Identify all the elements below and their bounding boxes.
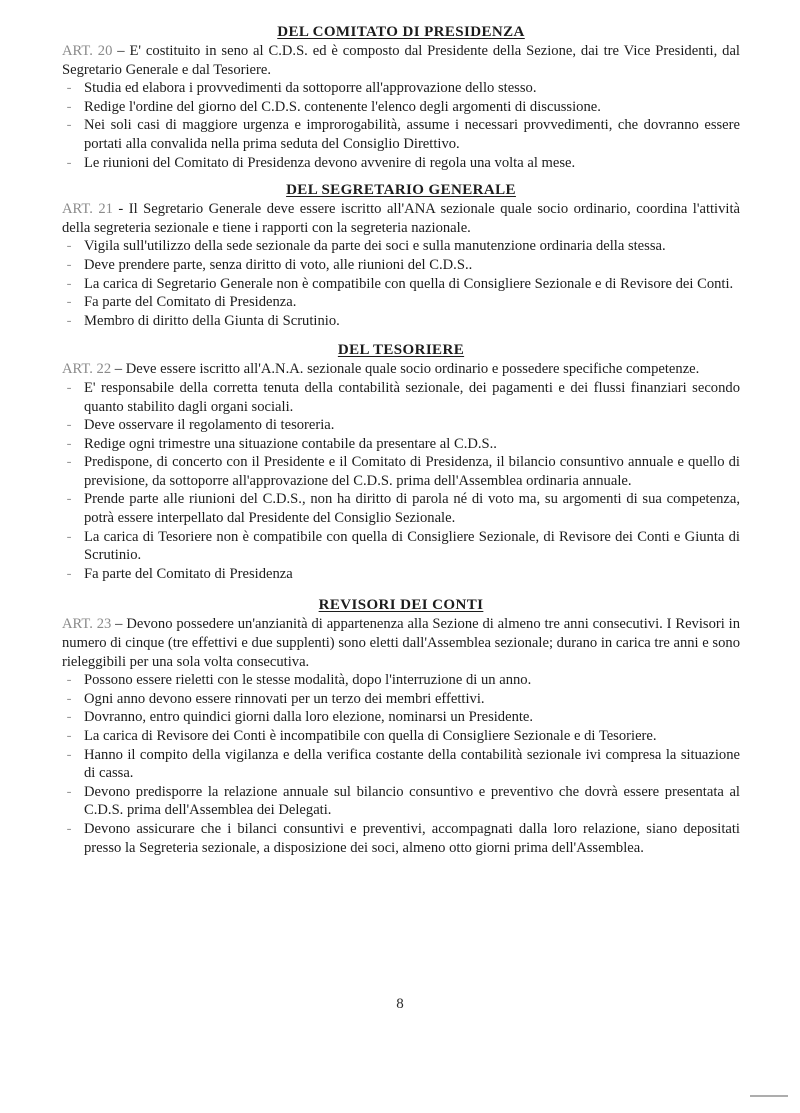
list-item: - Deve osservare il regolamento di tesoreria. — [62, 416, 740, 435]
list-item: - La carica di Revisore dei Conti è incompatibile con quella di Consigliere Sezionale e di Tesoriere. — [62, 727, 740, 746]
bullet-icon: - — [66, 98, 72, 115]
bullet-icon: - — [66, 117, 72, 134]
bullet-icon: - — [66, 154, 72, 171]
article-23-label: ART. 23 — [62, 616, 112, 633]
bullet-icon: - — [66, 709, 72, 726]
bullet-icon: - — [66, 783, 72, 800]
list-item: - Predispone, di concerto con il Presidente e il Comitato di Presidenza, il bilancio consuntivo annuale e quello di previsione, da sottoporre all'approvazione del C.D.S. prima dell'Assemblea ordinaria annuale. — [62, 453, 740, 490]
section-title-revisori-conti: REVISORI DEI CONTI — [318, 597, 484, 614]
section-title-segretario-generale: DEL SEGRETARIO GENERALE — [286, 182, 516, 199]
bullet-icon: - — [66, 528, 72, 545]
bullet-icon: - — [66, 275, 72, 292]
bullet-icon: - — [66, 238, 72, 255]
bullet-icon: - — [66, 565, 72, 582]
bullet-icon: - — [66, 294, 72, 311]
article-21-list — [62, 237, 740, 330]
article-22-text — [62, 360, 740, 379]
article-20-intro: – E' costituito in seno al C.D.S. ed è composto dal Presidente della Sezione, dai tre Vice Presidenti, dal Segretario Generale e dal Tesoriere. — [62, 43, 740, 78]
page-number: 8 — [396, 996, 404, 1012]
list-item: - La carica di Tesoriere non è compatibile con quella di Consigliere Sezionale, di Revisore dei Conti e Giunta di Scrutinio. — [62, 528, 740, 565]
article-20-list — [62, 79, 740, 172]
list-item: - E' responsabile della corretta tenuta della contabilità sezionale, dei pagamenti e dei flussi finanziari secondo quanto stabilito dagli organi sociali. — [62, 379, 740, 416]
list-item: - Hanno il compito della vigilanza e della verifica costante della contabilità sezionale ivi compresa la situazione di cassa. — [62, 746, 740, 783]
article-23-text — [62, 615, 740, 671]
article-21-text — [62, 200, 740, 237]
bullet-icon: - — [66, 746, 72, 763]
list-item: - Fa parte del Comitato di Presidenza. — [62, 293, 740, 312]
list-item: - Devono assicurare che i bilanci consuntivi e preventivi, accompagnati dalla loro relazione, siano depositati presso la Segreteria sezionale, a disposizione dei soci, almeno otto giorni prima dell'Assemblea. — [62, 820, 740, 857]
list-item: - Devono predisporre la relazione annuale sul bilancio consuntivo e preventivo che dovrà essere presentata al C.D.S. prima dell'Assemblea dei Delegati. — [62, 783, 740, 820]
article-20-label: ART. 20 — [62, 43, 113, 59]
article-21-label: ART. 21 — [62, 201, 113, 218]
bullet-icon: - — [66, 80, 72, 97]
article-22-label: ART. 22 — [62, 361, 112, 378]
list-item: - Redige l'ordine del giorno del C.D.S. contenente l'elenco degli argomenti di discussione. — [62, 98, 740, 117]
article-22-list — [62, 379, 740, 584]
bullet-icon: - — [66, 435, 72, 452]
article-20-text — [62, 42, 740, 79]
list-item: - Membro di diritto della Giunta di Scrutinio. — [62, 312, 740, 331]
scan-mark — [750, 1095, 788, 1097]
list-item: - Studia ed elabora i provvedimenti da sottoporre all'approvazione dello stesso. — [62, 79, 740, 98]
bullet-icon: - — [66, 312, 72, 329]
list-item: - La carica di Segretario Generale non è compatibile con quella di Consigliere Sezionale e di Revisore dei Conti. — [62, 275, 740, 294]
list-item: - Nei soli casi di maggiore urgenza e improrogabilità, assume i necessari provvedimenti, che dovranno essere portati alla convalida nella prima seduta del Consiglio Direttivo. — [62, 116, 740, 153]
article-21-intro: - Il Segretario Generale deve essere iscritto all'ANA sezionale quale socio ordinario, coordina l'attività della segreteria sezionale e tiene i rapporti con la segreteria nazionale. — [62, 201, 740, 236]
list-item: - Ogni anno devono essere rinnovati per un terzo dei membri effettivi. — [62, 690, 740, 709]
list-item: - Le riunioni del Comitato di Presidenza devono avvenire di regola una volta al mese. — [62, 154, 740, 173]
bullet-icon: - — [66, 672, 72, 689]
bullet-icon: - — [66, 820, 72, 837]
list-item: - Fa parte del Comitato di Presidenza — [62, 565, 740, 584]
bullet-icon: - — [66, 256, 72, 273]
section-title-comitato-presidenza: DEL COMITATO DI PRESIDENZA — [277, 24, 525, 40]
bullet-icon: - — [66, 379, 72, 396]
list-item: - Redige ogni trimestre una situazione contabile da presentare al C.D.S.. — [62, 435, 740, 454]
article-22-intro: – Deve essere iscritto all'A.N.A. sezionale quale socio ordinario e possedere specifiche competenze. — [111, 361, 700, 378]
list-item: - Deve prendere parte, senza diritto di voto, alle riunioni del C.D.S.. — [62, 256, 740, 275]
list-item: - Vigila sull'utilizzo della sede sezionale da parte dei soci e sulla manutenzione ordinaria della stessa. — [62, 237, 740, 256]
article-23-list — [62, 671, 740, 857]
bullet-icon: - — [66, 417, 72, 434]
document-body — [62, 22, 740, 857]
section-title-tesoriere: DEL TESORIERE — [337, 342, 465, 359]
bullet-icon: - — [66, 690, 72, 707]
article-23-intro: – Devono possedere un'anzianità di appartenenza alla Sezione di almeno tre anni consecutivi. I Revisori in numero di cinque (tre effettivi e due supplenti) sono eletti dall'Assemblea sezionale; durano in carica tre anni e sono rieleggibili per una sola volta consecutiva. — [62, 616, 740, 670]
bullet-icon: - — [66, 728, 72, 744]
list-item: - Possono essere rieletti con le stesse modalità, dopo l'interruzione di un anno. — [62, 671, 740, 690]
bullet-icon: - — [66, 491, 72, 508]
bullet-icon: - — [66, 454, 72, 471]
list-item: - Dovranno, entro quindici giorni dalla loro elezione, nominarsi un Presidente. — [62, 708, 740, 727]
list-item: - Prende parte alle riunioni del C.D.S., non ha diritto di parola né di voto ma, su argomenti di sua competenza, potrà essere interpellato dal Presidente del Consiglio Sezionale. — [62, 490, 740, 527]
